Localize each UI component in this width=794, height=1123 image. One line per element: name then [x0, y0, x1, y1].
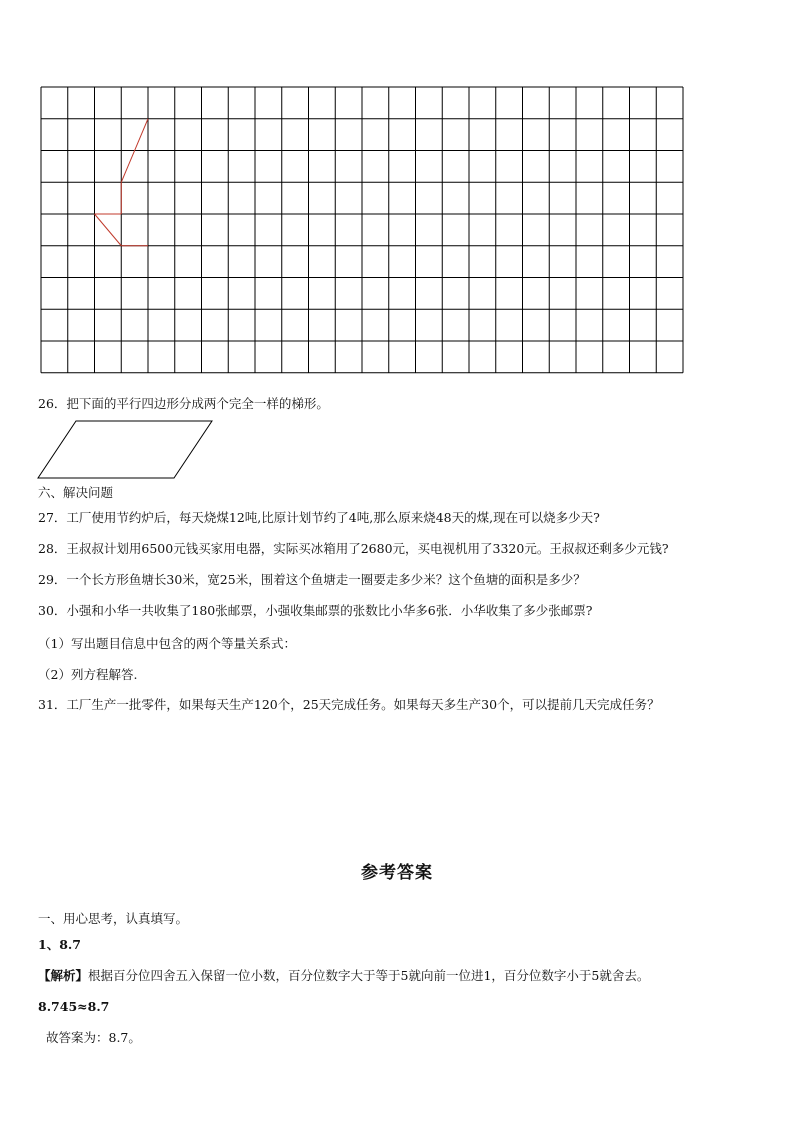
- question-30-part-1: （1）写出题目信息中包含的两个等量关系式：: [38, 636, 296, 651]
- answer-key-title: 参考答案: [361, 863, 433, 883]
- question-30-part-2: （2）列方程解答.: [38, 667, 138, 682]
- figure-segment: [95, 214, 122, 246]
- question-26: 26．把下面的平行四边形分成两个完全一样的梯形。: [38, 396, 329, 411]
- square-grid: [40, 86, 687, 376]
- analysis-text: 根据百分位四舍五入保留一位小数，百分位数字大于等于5就向前一位进1，百分位数字小于5就舍去。: [88, 968, 650, 983]
- question-30: 30．小强和小华一共收集了180张邮票，小强收集邮票的张数比小华多6张．小华收集了多少张邮票?: [38, 603, 593, 618]
- answer-1: 1、8.7: [38, 937, 81, 952]
- answer-section-1-heading: 一、用心思考，认真填写。: [38, 911, 189, 926]
- answer-1-analysis: [38, 968, 649, 984]
- question-31: 31．工厂生产一批零件，如果每天生产120个，25天完成任务。如果每天多生产30个，可以提前几天完成任务？: [38, 697, 660, 712]
- answer-1-conclusion: 故答案为：8.7。: [46, 1030, 141, 1045]
- question-29: 29．一个长方形鱼塘长30米，宽25米，围着这个鱼塘走一圈要走多少米？这个鱼塘的面积是多少？: [38, 572, 586, 587]
- question-28: 28．王叔叔计划用6500元钱买家用电器，实际买冰箱用了2680元，买电视机用了3320元。王叔叔还剩多少元钱?: [38, 541, 669, 556]
- parallelogram-figure: [36, 418, 216, 482]
- answer-1-calculation: 8.745≈8.7: [38, 999, 110, 1014]
- section-heading-solve-problems: 六、解决问题: [38, 485, 114, 500]
- question-27: 27．工厂使用节约炉后，每天烧煤12吨,比原计划节约了4吨,那么原来烧48天的煤,现在可以烧多少天?: [38, 510, 600, 525]
- parallelogram: [38, 421, 212, 478]
- analysis-tag: 【解析】: [38, 968, 89, 983]
